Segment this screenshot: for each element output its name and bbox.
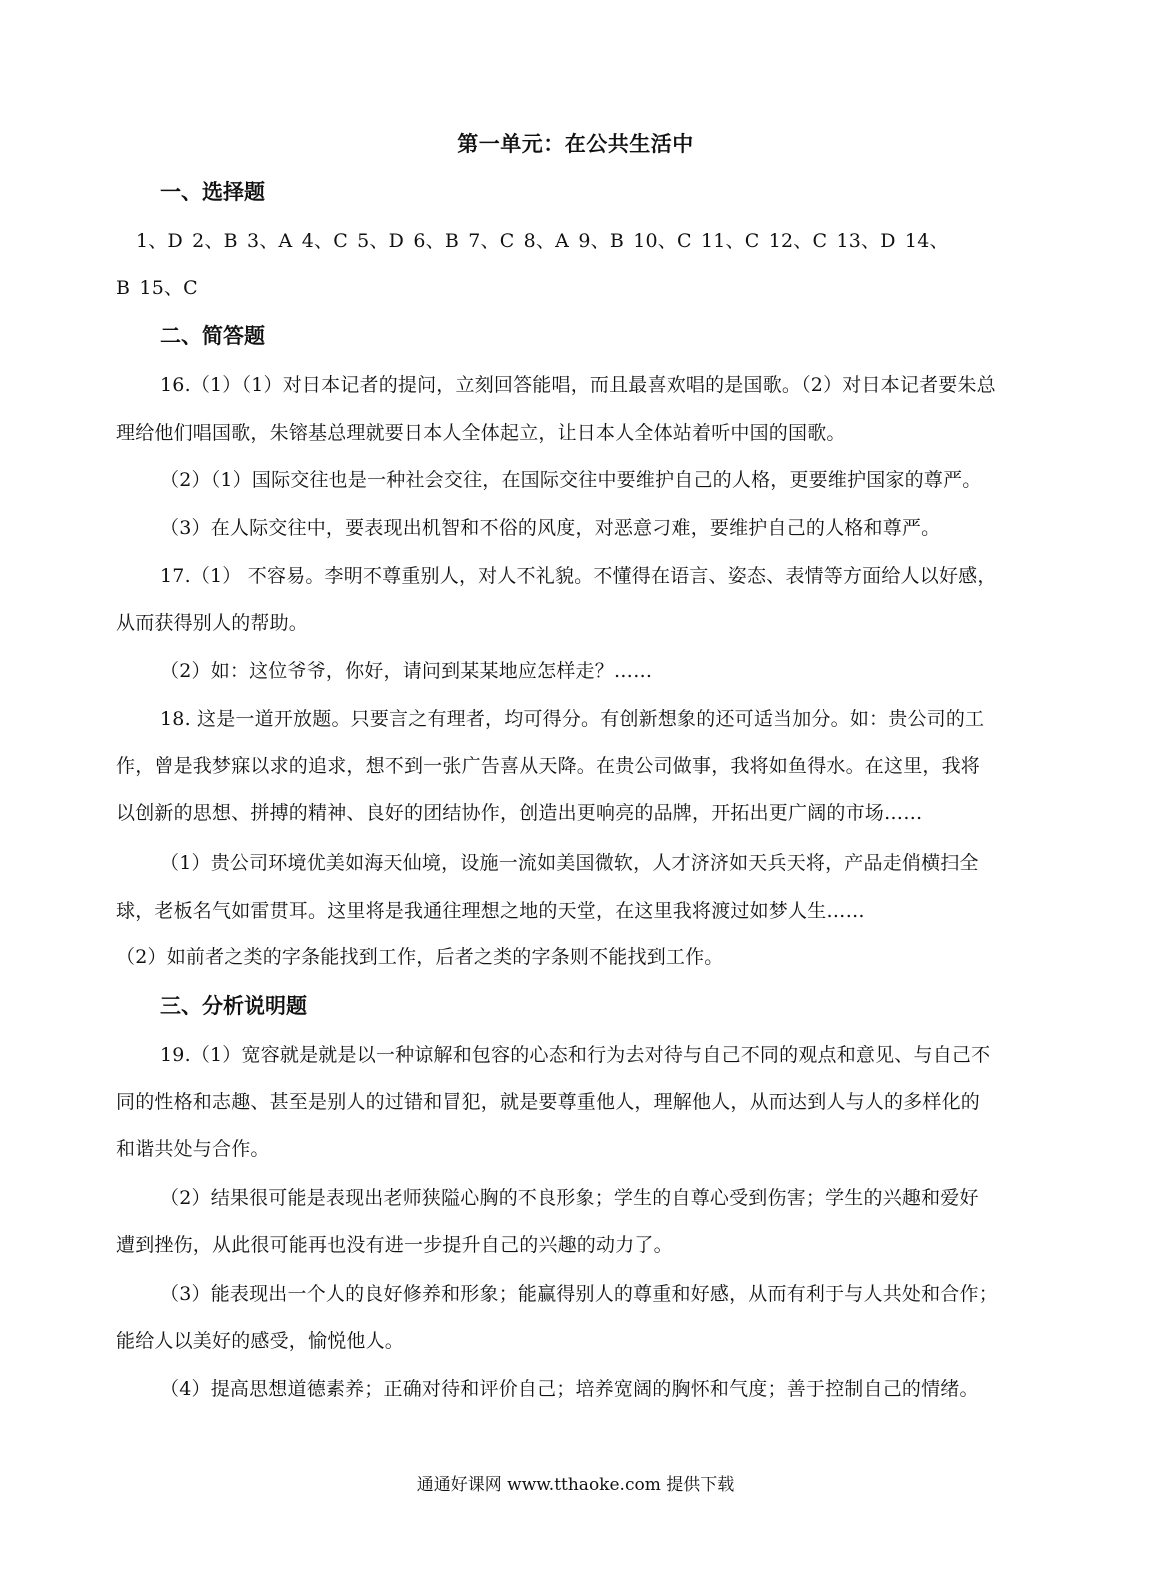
- answer-line-2: B 15、C: [116, 277, 198, 299]
- text-line: 同的性格和志趣、甚至是别人的过错和冒犯，就是要尊重他人，理解他人，从而达到人与人的多样化的: [116, 1091, 981, 1113]
- page-title: 第一单元：在公共生活中: [457, 132, 694, 156]
- section-heading-short-answer: 二、简答题: [160, 324, 265, 348]
- page-footer: 通通好课网 www.tthaoke.com 提供下载: [416, 1475, 735, 1495]
- answer-line-1: 1、D 2、B 3、A 4、C 5、D 6、B 7、C 8、A 9、B 10、C 11、C 12、C 13、D 14、: [136, 230, 949, 252]
- text-line: （1）贵公司环境优美如海天仙境，设施一流如美国微软，人才济济如天兵天将，产品走俏横扫全: [160, 852, 979, 874]
- text-line: （2）如前者之类的字条能找到工作，后者之类的字条则不能找到工作。: [116, 946, 724, 968]
- text-line: （2）如：这位爷爷，你好，请问到某某地应怎样走？……: [160, 660, 653, 682]
- text-line: 理给他们唱国歌，朱镕基总理就要日本人全体起立，让日本人全体站着听中国的国歌。: [116, 422, 846, 444]
- text-line: 从而获得别人的帮助。: [116, 612, 309, 634]
- section-heading-choice: 一、选择题: [160, 180, 265, 204]
- text-line: （3）在人际交往中，要表现出机智和不俗的风度，对恶意刁难，要维护自己的人格和尊严。: [160, 517, 941, 539]
- text-line: 18. 这是一道开放题。只要言之有理者，均可得分。有创新想象的还可适当加分。如：贵公司的工: [160, 708, 985, 730]
- text-line: 16.（1）（1）对日本记者的提问，立刻回答能唱，而且最喜欢唱的是国歌。（2）对日本记者要朱总: [160, 374, 996, 396]
- text-line: （2）（1）国际交往也是一种社会交往，在国际交往中要维护自己的人格，更要维护国家的尊严。: [160, 469, 982, 491]
- text-line: 能给人以美好的感受，愉悦他人。: [116, 1330, 405, 1352]
- text-line: （2）结果很可能是表现出老师狭隘心胸的不良形象；学生的自尊心受到伤害；学生的兴趣和爱好: [160, 1187, 979, 1209]
- text-line: 17.（1） 不容易。李明不尊重别人，对人不礼貌。不懂得在语言、姿态、表情等方面给人以好感，: [160, 565, 997, 587]
- text-line: （3）能表现出一个人的良好修养和形象；能赢得别人的尊重和好感，从而有利于与人共处和合作；: [160, 1283, 998, 1305]
- text-line: 19.（1）宽容就是就是以一种谅解和包容的心态和行为去对待与自己不同的观点和意见、与自己不: [160, 1044, 991, 1066]
- text-line: 以创新的思想、拼搏的精神、良好的团结协作，创造出更响亮的品牌，开拓出更广阔的市场……: [116, 802, 923, 824]
- section-heading-analysis: 三、分析说明题: [160, 994, 307, 1018]
- text-line: 遭到挫伤，从此很可能再也没有进一步提升自己的兴趣的动力了。: [116, 1234, 673, 1256]
- text-line: （4）提高思想道德素养；正确对待和评价自己；培养宽阔的胸怀和气度；善于控制自己的情绪。: [160, 1378, 979, 1400]
- text-line: 和谐共处与合作。: [116, 1138, 270, 1160]
- text-line: 作，曾是我梦寐以求的追求，想不到一张广告喜从天降。在贵公司做事，我将如鱼得水。在这里，我将: [116, 755, 981, 777]
- text-line: 球，老板名气如雷贯耳。这里将是我通往理想之地的天堂，在这里我将渡过如梦人生……: [116, 900, 865, 922]
